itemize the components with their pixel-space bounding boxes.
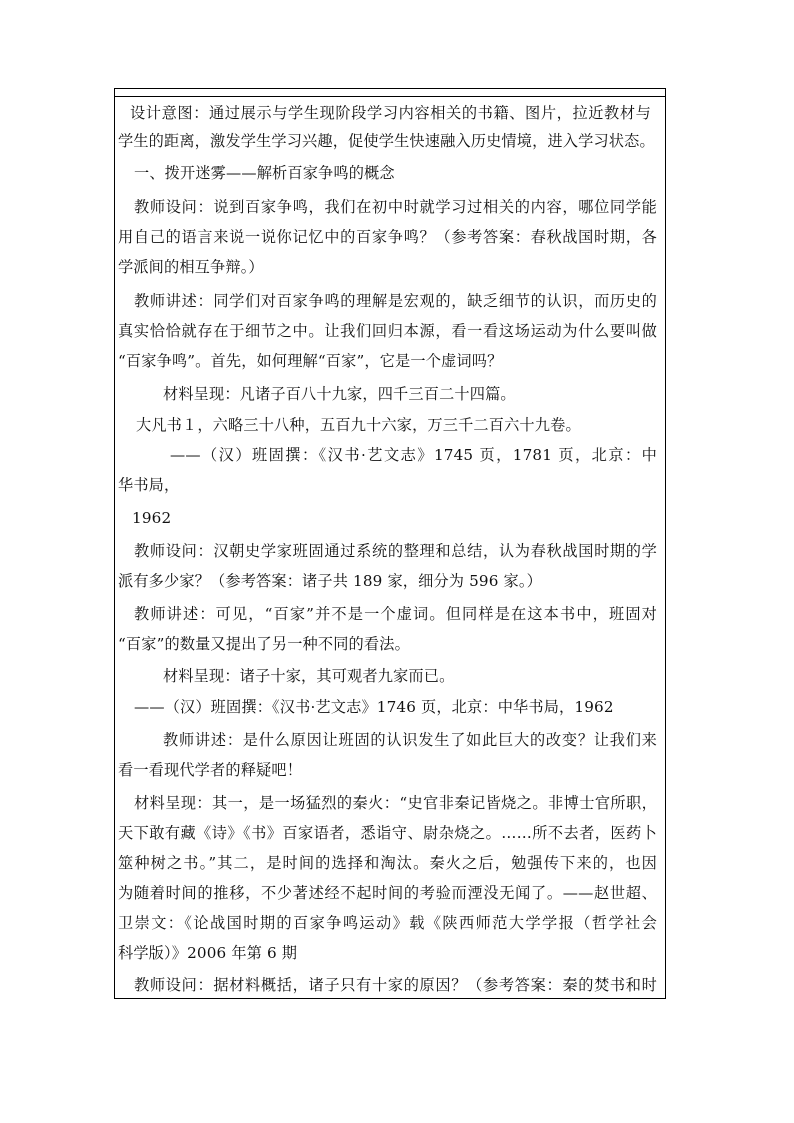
teacher-question-2-line-1: 教师设问：汉朝史学家班固通过系统的整理和总结，认为春秋战国时期的学 [134,542,657,560]
teacher-narration-3-line-2: 看一看现代学者的释疑吧！ [118,761,303,779]
citation-1-line-3: 1962 [132,509,172,527]
teacher-question-1-line-3: 学派间的相互争辩。） [118,258,264,276]
teacher-narration-1-line-2: 真实恰恰就存在于细节之中。让我们回归本源，看一看这场运动为什么要叫做 [118,322,657,340]
material-3-line-4: 为随着时间的推移，不少著述经不起时间的考验而湮没无闻了。——赵世超、 [118,884,657,902]
teacher-question-1-line-1: 教师设问：说到百家争鸣，我们在初中时就学习过相关的内容，哪位同学能 [134,198,657,216]
section-heading: 一、拨开迷雾——解析百家争鸣的概念 [134,164,395,182]
material-3-line-6: 科学版）》2006 年第 6 期 [118,944,298,962]
teacher-narration-2-line-1: 教师讲述：可见，“百家”并不是一个虚词。但同样是在这本书中，班固对 [134,605,657,623]
citation-2-line-1: ——（汉）班固撰：《汉书·艺文志》1746 页，北京：中华书局，1962 [134,698,614,716]
citation-1-line-1: ——（汉）班固撰：《汉书·艺文志》1745 页，1781 页，北京：中 [170,446,657,464]
teacher-narration-3-line-1: 教师讲述：是什么原因让班固的认识发生了如此巨大的改变？让我们来 [163,731,657,749]
table-top-divider [115,96,665,97]
material-1-line-1: 材料呈现：凡诸子百八十九家，四千三百二十四篇。 [163,385,516,403]
teacher-narration-2-line-2: “百家”的数量又提出了另一种不同的看法。 [118,635,410,653]
design-intent-line-1: 设计意图：通过展示与学生现阶段学习内容相关的书籍、图片，拉近教材与 [130,104,651,122]
material-3-line-2: 天下敢有藏《诗》《书》百家语者，悉诣守、尉杂烧之。……所不去者，医药卜 [118,824,657,842]
material-3-line-5: 卫崇文：《论战国时期的百家争鸣运动》载《陕西师范大学学报（哲学社会 [118,914,657,932]
teacher-question-3-line-1: 教师设问：据材料概括，诸子只有十家的原因？（参考答案：秦的焚书和时 [134,976,657,994]
citation-1-line-2: 华书局， [118,476,180,494]
material-2-line-1: 材料呈现：诸子十家，其可观者九家而已。 [163,667,455,685]
teacher-question-2-line-2: 派有多少家？（参考答案：诸子共 189 家，细分为 596 家。） [118,572,542,590]
teacher-narration-1-line-3: “百家争鸣”。首先，如何理解“百家”，它是一个虚词吗？ [118,352,503,370]
material-3-line-3: 筮种树之书。”其二，是时间的选择和淘汰。秦火之后，勉强传下来的，也因 [118,854,657,872]
material-1-line-2: 大凡书１，六略三十八种，五百九十六家，万三千二百六十九卷。 [136,416,581,434]
teacher-question-1-line-2: 用自己的语言来说一说你记忆中的百家争鸣？（参考答案：春秋战国时期，各 [118,228,657,246]
teacher-narration-1-line-1: 教师讲述：同学们对百家争鸣的理解是宏观的，缺乏细节的认识，而历史的 [134,292,657,310]
design-intent-line-2: 学生的距离，激发学生学习兴趣，促使学生快速融入历史情境，进入学习状态。 [118,132,655,150]
material-3-line-1: 材料呈现：其一，是一场猛烈的秦火：“史官非秦记皆烧之。非博士官所职， [134,794,657,812]
